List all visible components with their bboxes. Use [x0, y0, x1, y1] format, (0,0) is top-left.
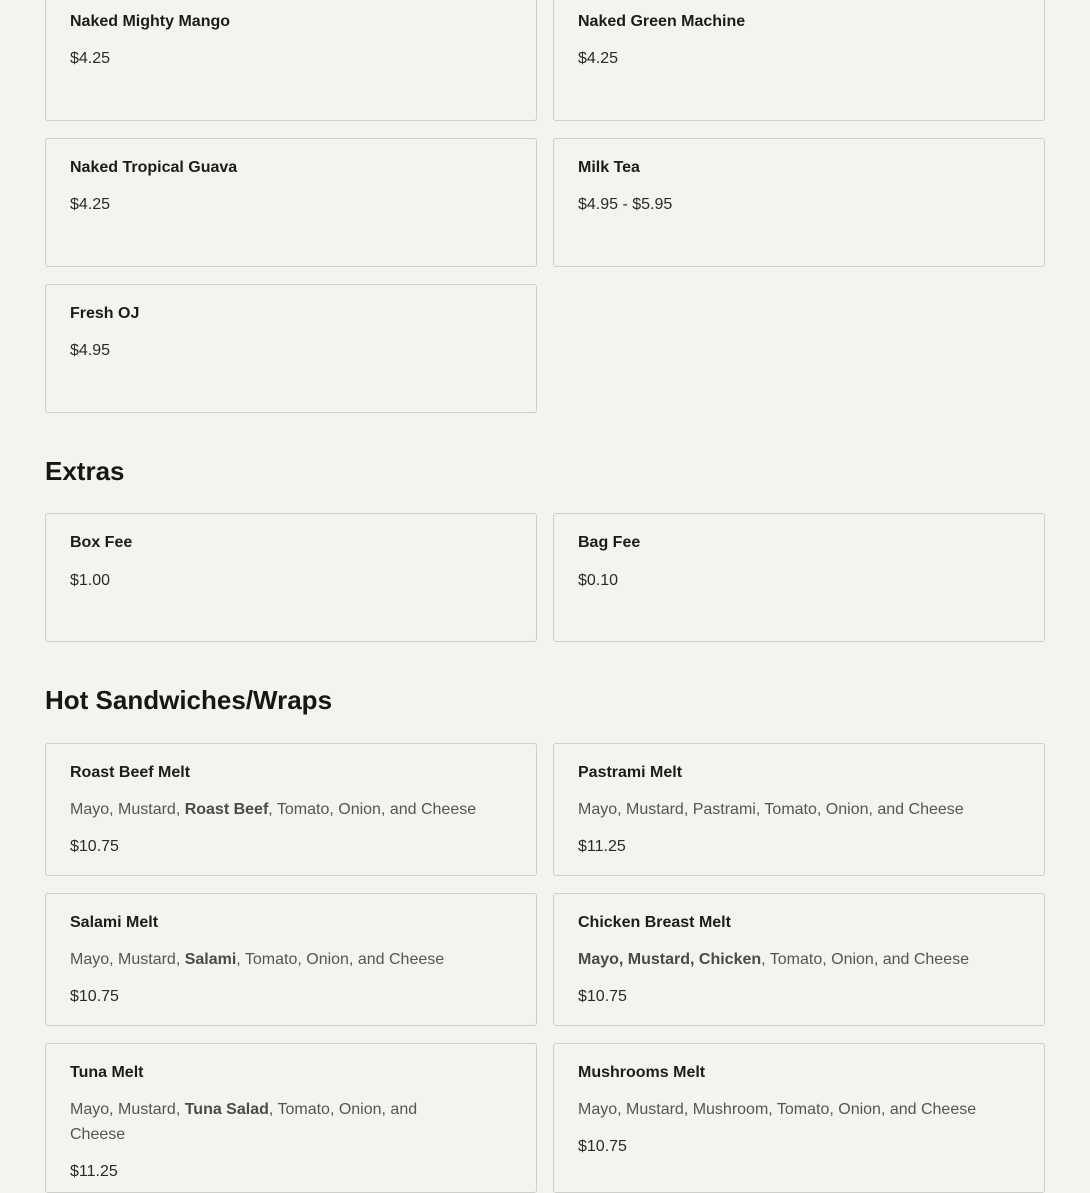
menu-item-card[interactable] — [553, 743, 1045, 876]
item-name: Milk Tea — [578, 159, 640, 176]
section-title-hot-sandwiches: Hot Sandwiches/Wraps — [45, 685, 333, 715]
item-price: $0.10 — [578, 572, 619, 589]
item-price: $10.75 — [578, 988, 627, 1005]
item-name: Naked Tropical Guava — [70, 159, 238, 176]
item-price: $4.25 — [578, 50, 619, 67]
item-price: $4.95 — [70, 342, 111, 359]
menu-item-card[interactable] — [45, 284, 537, 413]
item-description: Mayo, Mustard, Salami, Tomato, Onion, and Cheese — [70, 951, 445, 968]
item-name: Mushrooms Melt — [578, 1064, 706, 1081]
menu-item-card[interactable] — [45, 138, 537, 267]
menu-item-card[interactable] — [553, 1043, 1045, 1193]
item-price: $10.75 — [70, 988, 119, 1005]
menu-item-card[interactable] — [45, 1043, 537, 1193]
item-name: Chicken Breast Melt — [578, 914, 731, 931]
item-name: Box Fee — [70, 534, 133, 551]
item-name: Bag Fee — [578, 534, 641, 551]
menu-item-card[interactable] — [553, 138, 1045, 267]
item-price: $4.95 - $5.95 — [578, 196, 673, 213]
item-description: Mayo, Mustard, Pastrami, Tomato, Onion, and Cheese — [578, 801, 964, 818]
menu-item-card[interactable] — [553, 893, 1045, 1026]
item-price: $11.25 — [578, 838, 626, 855]
item-price: $10.75 — [578, 1138, 627, 1155]
item-name: Salami Melt — [70, 914, 159, 931]
menu-item-card[interactable] — [553, 0, 1045, 121]
item-name: Naked Mighty Mango — [70, 13, 231, 30]
item-price: $4.25 — [70, 50, 111, 67]
item-price: $1.00 — [70, 572, 111, 589]
item-name: Roast Beef Melt — [70, 764, 191, 781]
menu-item-card[interactable] — [45, 743, 537, 876]
item-description: Mayo, Mustard, Chicken, Tomato, Onion, and Cheese — [578, 951, 969, 968]
item-price: $10.75 — [70, 838, 119, 855]
section-title-extras: Extras — [45, 456, 125, 486]
item-name: Fresh OJ — [70, 305, 140, 322]
menu-item-card[interactable] — [45, 0, 537, 121]
item-price: $4.25 — [70, 196, 111, 213]
item-description: Mayo, Mustard, Mushroom, Tomato, Onion, and Cheese — [578, 1101, 977, 1118]
menu-item-card[interactable] — [553, 513, 1045, 642]
item-description: Mayo, Mustard, Roast Beef, Tomato, Onion, and Cheese — [70, 801, 477, 818]
menu-item-card[interactable] — [45, 893, 537, 1026]
item-description: Mayo, Mustard, Tuna Salad, Tomato, Onion, and Cheese — [70, 1101, 418, 1143]
item-name: Naked Green Machine — [578, 13, 746, 30]
item-name: Tuna Melt — [70, 1064, 144, 1081]
item-name: Pastrami Melt — [578, 764, 683, 781]
menu-item-card[interactable] — [45, 513, 537, 642]
item-price: $11.25 — [70, 1163, 118, 1180]
